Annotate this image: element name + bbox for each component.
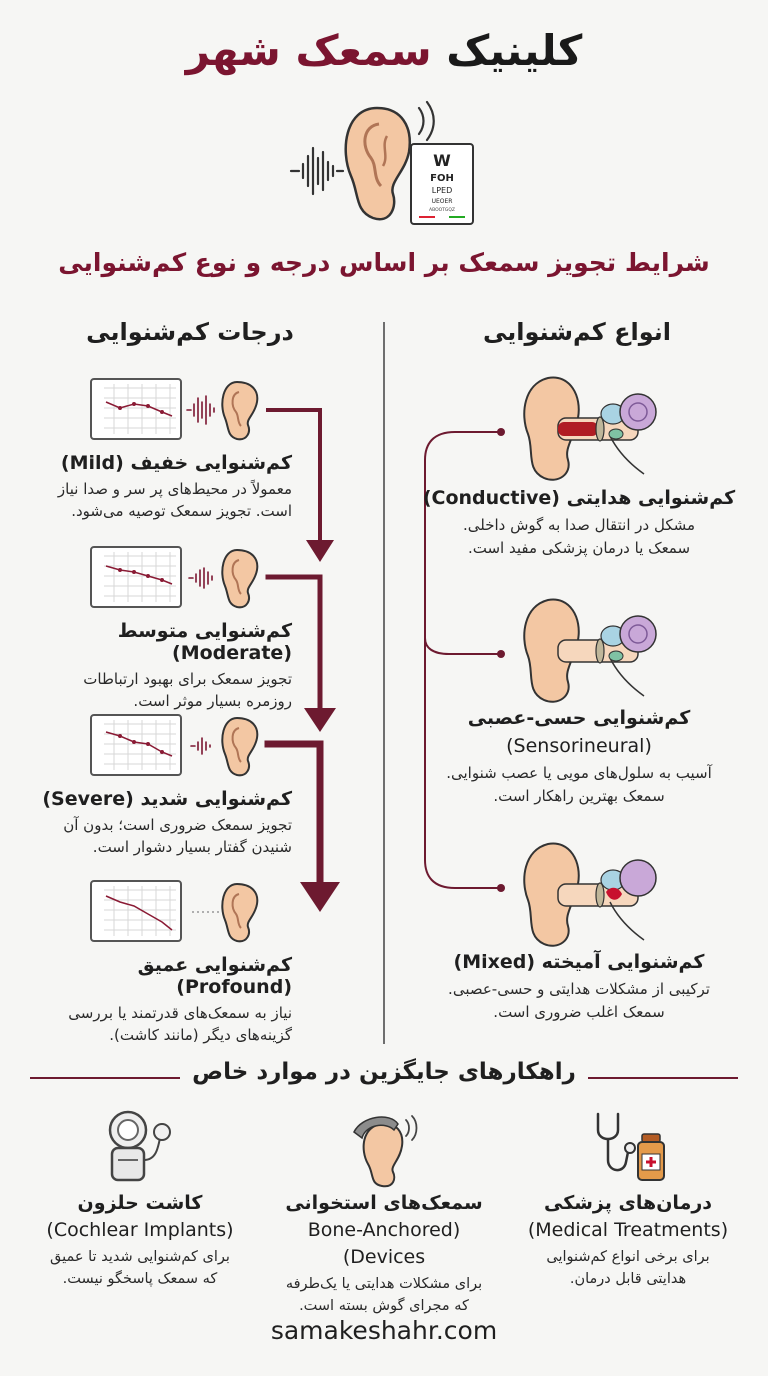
alt-desc-line: برای مشکلات هدایتی یا یک‌طرفه <box>285 1276 483 1292</box>
ear-anatomy-sensorineural-icon <box>518 596 668 706</box>
type-desc-line: سمعک بهترین راهکار است. <box>493 787 665 805</box>
degree-title-moderate: کم‌شنوایی متوسط (Moderate) <box>117 620 292 664</box>
arrow-head-1 <box>306 540 334 562</box>
ear-soundwave-icon <box>185 546 263 610</box>
alt-title-line: سمعک‌های استخوانی <box>285 1192 483 1214</box>
bone-anchored-device-icon <box>346 1110 426 1190</box>
degree-desc-moderate <box>20 668 292 712</box>
section-rule-left <box>30 1077 180 1079</box>
alt-title-line: درمان‌های پزشکی <box>543 1192 713 1214</box>
column-divider <box>383 322 385 1044</box>
type-item-sensorineural <box>398 704 760 808</box>
type-desc-line: سمعک یا درمان پزشکی مفید است. <box>467 539 691 557</box>
title-clinic: کلینیک <box>446 26 583 75</box>
degree-desc-line: تجویز سمعک ضروری است؛ بدون آن <box>63 816 292 834</box>
alt-title-line: (Bone-Anchored Devices) <box>307 1219 461 1268</box>
alt-title-bone-anchored <box>264 1190 504 1271</box>
alt-title-line: (Medical Treatments) <box>527 1219 729 1241</box>
alt-desc-bone-anchored <box>264 1273 504 1317</box>
audiogram-mild <box>90 378 182 444</box>
type-title-conductive: کم‌شنوایی هدایتی (Conductive) <box>422 487 736 509</box>
eye-chart-row-1: W <box>433 151 451 170</box>
audiogram-moderate <box>90 546 182 612</box>
type-title-mixed: کم‌شنوایی آمیخته (Mixed) <box>453 951 705 973</box>
ear-anatomy-conductive-icon <box>518 374 668 484</box>
type-desc-conductive <box>398 514 760 560</box>
degree-desc-line: گزینه‌های دیگر (مانند کاشت). <box>109 1026 292 1044</box>
title-brand: سمعک شهر <box>185 26 432 75</box>
sound-arcs-icon <box>419 102 434 140</box>
degrees-heading: درجات کم‌شنوایی <box>86 318 294 346</box>
degree-desc-severe <box>20 814 292 858</box>
alt-item-bone-anchored <box>264 1190 504 1317</box>
ear-soundwave-icon <box>185 714 263 778</box>
arrow-head-2 <box>304 708 336 732</box>
page-title <box>0 26 768 75</box>
degree-desc-line: روزمره بسیار موثر است. <box>133 692 292 710</box>
degree-title-profound: کم‌شنوایی عمیق (Profound) <box>137 954 292 998</box>
eye-chart-row-3: LPED <box>431 186 453 195</box>
type-item-mixed <box>398 948 760 1024</box>
ear-faint-sound-icon <box>185 880 263 944</box>
section-rule-right <box>588 1077 738 1079</box>
type-title-line: کم‌شنوایی حسی-عصبی <box>467 707 691 729</box>
cochlear-implant-icon <box>100 1108 180 1188</box>
audiogram-profound <box>90 880 182 946</box>
ear-anatomy-mixed-icon <box>518 840 668 950</box>
types-heading: انواع کم‌شنوایی <box>482 318 671 346</box>
type-title-sensorineural <box>398 704 760 760</box>
type-desc-mixed <box>398 978 760 1024</box>
arrow-head-3 <box>300 882 340 912</box>
alt-desc-line: هدایتی قابل درمان. <box>569 1271 687 1287</box>
alt-desc-line: که مجرای گوش بسته است. <box>299 1298 469 1314</box>
ear-soundwave-icon <box>185 378 263 442</box>
alternatives-heading: راهکارهای جایگزین در موارد خاص <box>192 1059 576 1085</box>
ear-icon <box>346 108 410 219</box>
eye-chart-row-2: FOH <box>430 173 454 184</box>
type-desc-sensorineural <box>398 762 760 808</box>
alt-desc-line: برای کم‌شنوایی شدید تا عمیق <box>50 1249 230 1265</box>
stethoscope-medicine-icon <box>592 1108 672 1188</box>
degree-desc-line: است. تجویز سمعک توصیه می‌شود. <box>71 502 292 520</box>
alt-title-line: (Cochlear Implants) <box>46 1219 234 1241</box>
type-desc-line: سمعک اغلب ضروری است. <box>493 1003 665 1021</box>
alt-item-cochlear <box>20 1190 260 1290</box>
degree-desc-mild <box>20 478 292 522</box>
degree-desc-profound <box>20 1002 292 1046</box>
type-title-line: (Sensorineural) <box>506 735 652 757</box>
alt-desc-line: که سمعک پاسخگو نیست. <box>62 1271 218 1287</box>
alt-title-line: کاشت حلزون <box>77 1192 203 1214</box>
degree-title-mild: کم‌شنوایی خفیف (Mild) <box>60 452 292 474</box>
eye-chart-icon <box>411 144 473 224</box>
ear-eye-chart-illustration <box>285 96 485 231</box>
audiogram-severe <box>90 714 182 780</box>
type-desc-line: مشکل در انتقال صدا به گوش داخلی. <box>462 516 696 534</box>
sound-wave-icon <box>291 148 343 194</box>
eye-chart-row-5: ABOOTGQZ <box>428 208 456 213</box>
type-desc-line: آسیب به سلول‌های مویی یا عصب شنوایی. <box>446 764 712 782</box>
degree-desc-line: نیاز به سمعک‌های قدرتمند یا بررسی <box>68 1004 292 1022</box>
alt-title-medical <box>508 1190 748 1244</box>
degree-desc-line: معمولاً در محیط‌های پر سر و صدا نیاز <box>57 480 292 498</box>
alt-desc-cochlear <box>20 1246 260 1290</box>
degree-desc-line: شنیدن گفتار بسیار دشوار است. <box>92 838 292 856</box>
alt-desc-medical <box>508 1246 748 1290</box>
page-subtitle: شرایط تجویز سمعک بر اساس درجه و نوع کم‌شنوایی <box>58 248 710 277</box>
alt-desc-line: برای برخی انواع کم‌شنوایی <box>546 1249 710 1265</box>
degree-title-severe: کم‌شنوایی شدید (Severe) <box>42 788 292 810</box>
footer-website-link[interactable]: samakeshahr.com <box>270 1316 498 1345</box>
degree-desc-line: تجویز سمعک برای بهبود ارتباطات <box>83 670 292 688</box>
alt-title-cochlear <box>20 1190 260 1244</box>
type-desc-line: ترکیبی از مشکلات هدایتی و حسی-عصبی. <box>448 980 710 998</box>
eye-chart-row-4: UEOER <box>431 198 453 205</box>
type-item-conductive <box>398 484 760 560</box>
alt-item-medical <box>508 1190 748 1290</box>
